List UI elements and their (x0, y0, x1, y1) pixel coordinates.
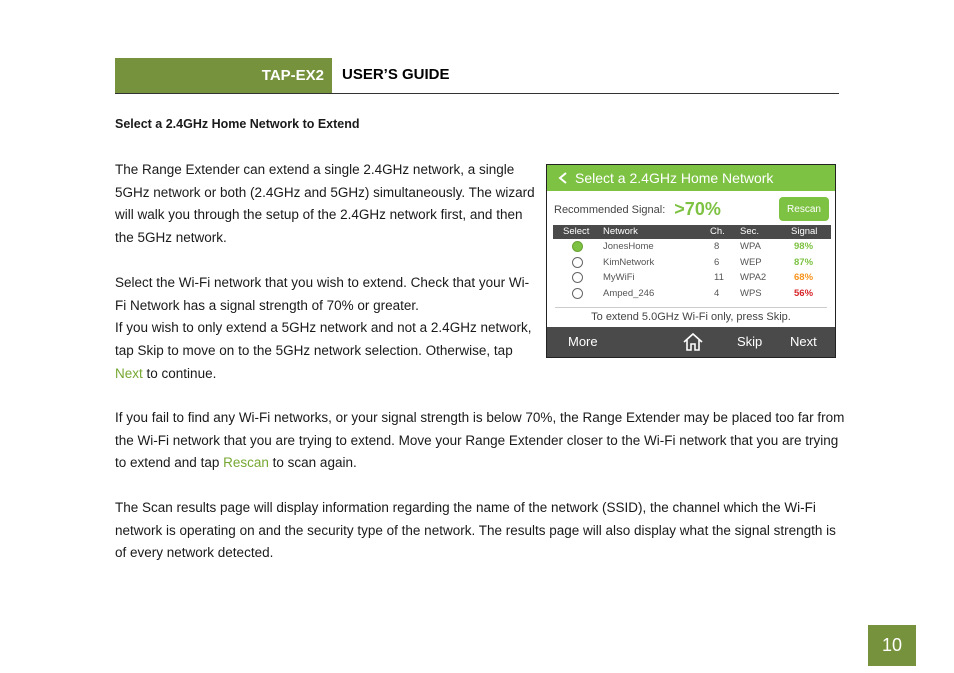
network-row[interactable] (553, 287, 831, 302)
screen-footer (547, 327, 835, 357)
device-screen (546, 164, 836, 358)
network-signal: 87% (794, 257, 814, 268)
recommended-signal-label: Recommended Signal: (554, 203, 666, 216)
network-row[interactable] (553, 271, 831, 286)
radio-button[interactable] (572, 241, 583, 252)
network-name: KimNetwork (603, 257, 655, 268)
paragraph-select-line2: If you wish to only extend a 5GHz network and not a 2.4GHz network, tap Skip to move on to the 5GHz network selection. Otherwise, tap (115, 320, 532, 359)
network-name: JonesHome (603, 241, 654, 252)
network-security: WPS (740, 288, 762, 299)
header-product: TAP-EX2 (261, 67, 324, 84)
screen-divider (555, 307, 827, 308)
network-channel: 4 (714, 288, 720, 299)
recommended-signal-value: >70% (674, 199, 721, 219)
more-button[interactable]: More (568, 334, 598, 349)
network-row[interactable] (553, 240, 831, 255)
rescan-button[interactable]: Rescan (779, 197, 829, 221)
network-signal: 68% (794, 272, 814, 283)
paragraph-results: The Scan results page will display information regarding the name of the network (SSID), the channel which the Wi-Fi network is operating on and the security type of the network. The results page will also display what the signal strength is of every network detected. (115, 500, 836, 561)
rescan-link-text: Rescan (223, 455, 269, 471)
network-table-header (553, 225, 831, 239)
network-row[interactable] (553, 256, 831, 271)
network-channel: 8 (714, 241, 720, 252)
next-button[interactable]: Next (790, 334, 817, 349)
recommended-signal (554, 199, 721, 220)
column-signal: Signal (791, 226, 818, 237)
skip-note: To extend 5.0GHz Wi-Fi only, press Skip. (591, 311, 791, 323)
network-name: MyWiFi (603, 272, 635, 283)
paragraph-intro: The Range Extender can extend a single 2.4GHz network, a single 5GHz network or both (2.4GHz and 5GHz) simultaneously. The wizard will walk you through the setup of the 2.4GHz network first, and then the 5GHz network. (115, 162, 535, 246)
column-channel: Ch. (710, 226, 725, 237)
network-security: WPA2 (740, 272, 767, 283)
paragraph-troubleshoot-pre: If you fail to find any Wi-Fi networks, or your signal strength is below 70%, the Range Extender may be placed too far from the Wi-Fi network that you are trying to extend. Move your Range Extender closer to the Wi-Fi network that you are trying to extend and tap (115, 410, 845, 471)
paragraph-select (115, 272, 535, 386)
header-title: USER’S GUIDE (342, 66, 450, 83)
screen-title: Select a 2.4GHz Home Network (575, 170, 774, 186)
network-name: Amped_246 (603, 288, 655, 299)
network-channel: 6 (714, 257, 720, 268)
home-icon[interactable] (682, 332, 704, 352)
paragraph-select-line1: Select the Wi-Fi network that you wish to extend. Check that your Wi-Fi Network has a signal strength of 70% or greater. (115, 275, 530, 313)
paragraph-select-tail: to continue. (146, 365, 217, 381)
column-security: Sec. (740, 226, 760, 237)
column-select: Select (563, 226, 590, 237)
network-signal: 98% (794, 241, 814, 252)
network-signal: 56% (794, 288, 814, 299)
radio-button[interactable] (572, 257, 583, 268)
radio-button[interactable] (572, 272, 583, 283)
page-number: 10 (868, 625, 916, 666)
network-security: WPA (740, 241, 761, 252)
header-product-block (115, 58, 332, 93)
next-link-text: Next (115, 365, 143, 381)
network-security: WEP (740, 257, 762, 268)
paragraph-troubleshoot (115, 407, 845, 475)
paragraph-troubleshoot-tail: to scan again. (272, 455, 357, 471)
column-network: Network (603, 226, 638, 237)
radio-button[interactable] (572, 288, 583, 299)
header-rule (115, 93, 839, 94)
screen-header (547, 165, 835, 191)
back-chevron-icon[interactable] (557, 172, 569, 184)
section-title: Select a 2.4GHz Home Network to Extend (115, 117, 360, 131)
skip-button[interactable]: Skip (737, 334, 763, 349)
network-channel: 11 (714, 272, 724, 283)
